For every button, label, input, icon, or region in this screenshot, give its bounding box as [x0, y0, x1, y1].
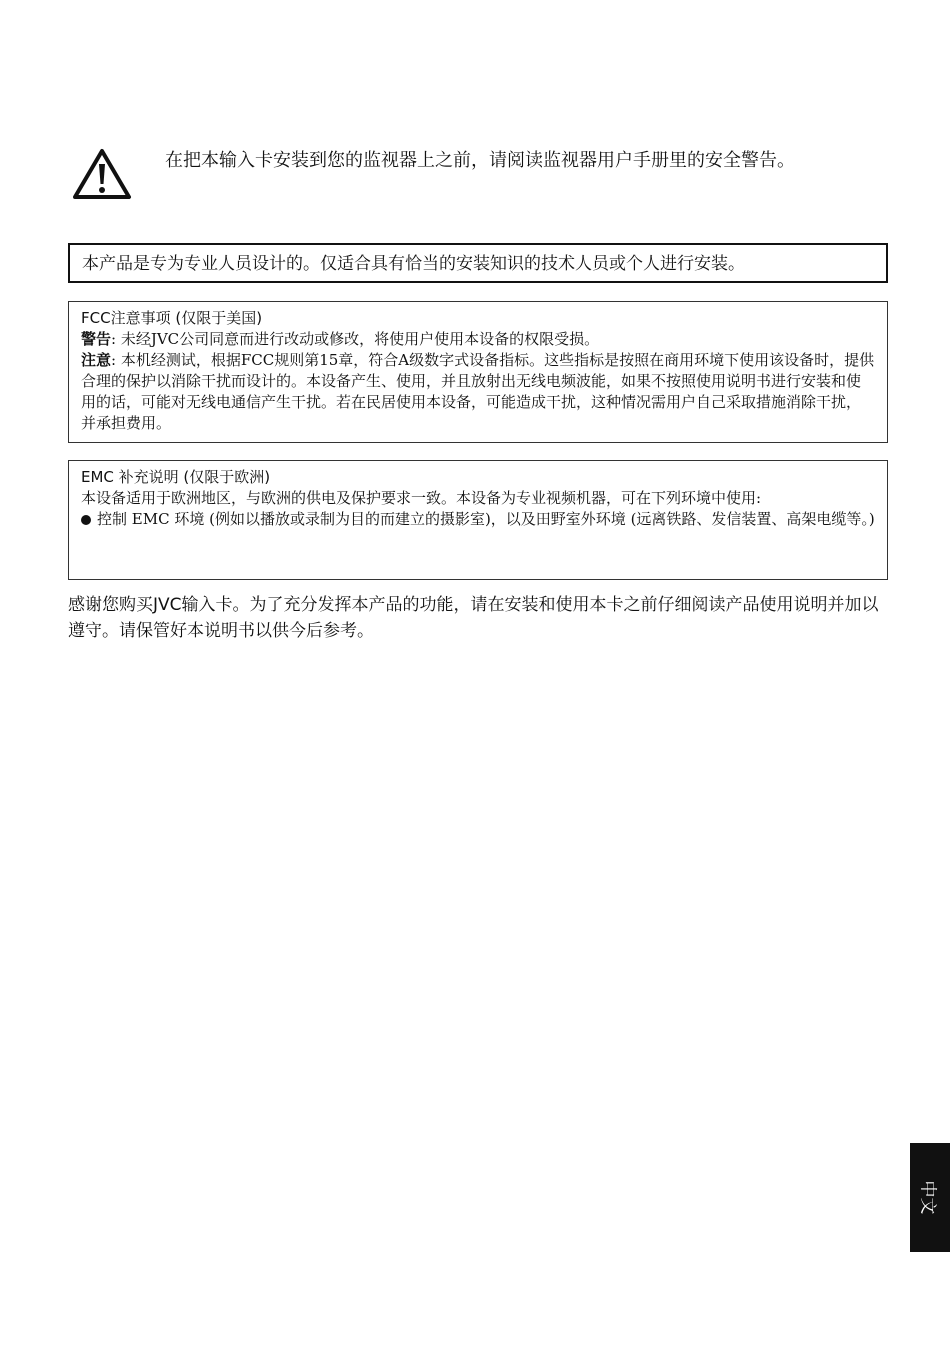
install-notice-box	[68, 243, 888, 283]
warning-triangle-icon	[72, 148, 132, 200]
fcc-title: FCC注意事项 (仅限于美国)	[81, 309, 263, 327]
fcc-note-text: : 本机经测试，根据FCC规则第15章，符合A级数字式设备指标。这些指标是按照在商用环境下使用该设备时，提供合理的保护以消除干扰而设计的。本设备产生、使用，并且放射出无线电频波能，如果不按照使用说明书进行安装和使用的话，可能对无线电通信产生干扰。若在民居使用本设备，可能造成干扰，这种情况需用户自己采取措施消除干扰，并承担费用。	[81, 351, 875, 432]
fcc-notice-box	[68, 301, 888, 443]
fcc-warning-paragraph	[81, 329, 875, 350]
language-tab-label: 中文	[917, 1180, 938, 1215]
fcc-warning-text: : 未经JVC公司同意而进行改动或修改，将使用户使用本设备的权限受损。	[111, 330, 600, 348]
install-notice-text: 本产品是专为专业人员设计的。仅适合具有恰当的安装知识的技术人员或个人进行安装。	[82, 254, 745, 274]
emc-bullet-item	[81, 509, 875, 530]
safety-warning-text: 在把本输入卡安装到您的监视器上之前，请阅读监视器用户手册里的安全警告。	[165, 150, 795, 171]
fcc-note-label: 注意	[81, 351, 112, 369]
emc-title: EMC 补充说明 (仅限于欧洲)	[81, 468, 271, 486]
fcc-note-paragraph	[81, 350, 875, 434]
language-tab	[910, 1143, 950, 1252]
thank-you-paragraph: 感谢您购买JVC输入卡。为了充分发挥本产品的功能，请在安装和使用本卡之前仔细阅读产品使用说明并加以遵守。请保管好本说明书以供今后参考。	[68, 595, 879, 641]
bullet-icon	[81, 515, 91, 525]
fcc-warning-label: 警告	[81, 330, 112, 348]
emc-bullet-text: 控制 EMC 环境 (例如以播放或录制为目的而建立的摄影室)，以及田野室外环境 (远离铁路、发信装置、高架电缆等。)	[97, 510, 875, 528]
emc-notice-box	[68, 460, 888, 580]
emc-intro: 本设备适用于欧洲地区，与欧洲的供电及保护要求一致。本设备为专业视频机器，可在下列环境中使用:	[81, 489, 762, 507]
